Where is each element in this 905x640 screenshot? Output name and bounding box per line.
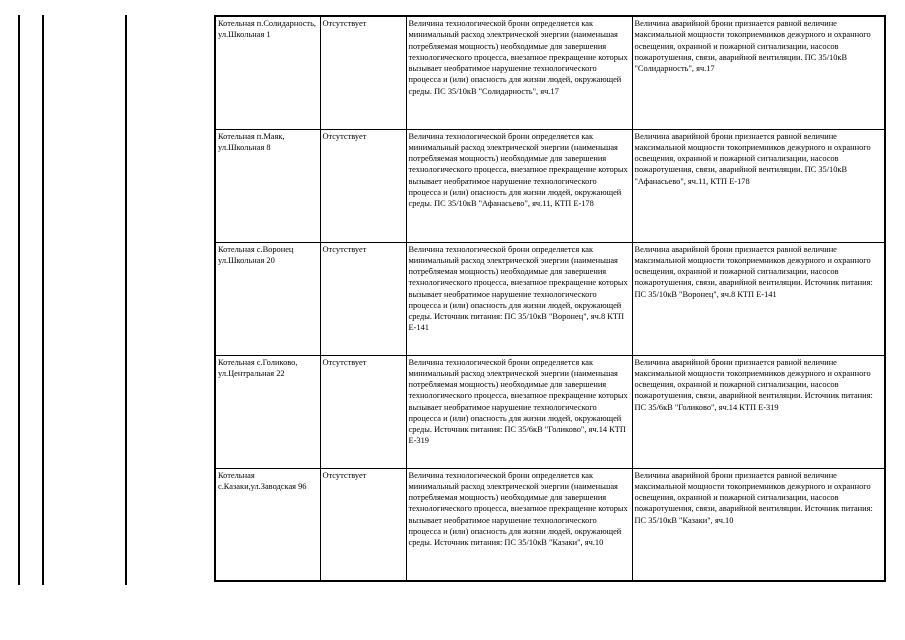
table-row — [215, 16, 885, 129]
table-row — [215, 355, 885, 468]
reserve-table — [214, 15, 886, 582]
tech-reserve-cell: Величина технологической брони определяется как минимальный расход электрической энергии (наименьшая потребляемая мощность) необходимые для завершения технологического процесса, внезапное прекращение которых вызывает необратимое нарушение технологического процесса и (или) опасность для жизни людей, окружающей среды. ПС 35/10кВ "Солидарность", яч.17 — [406, 16, 632, 129]
object-cell: Котельная с.Казаки,ул.Заводская 96 — [215, 468, 320, 581]
status-cell: Отсутствует — [320, 129, 406, 242]
table-row — [215, 129, 885, 242]
tech-reserve-cell: Величина технологической брони определяется как минимальный расход электрической энергии (наименьшая потребляемая мощность) необходимые для завершения технологического процесса, внезапное прекращение которых вызывает необратимое нарушение технологического процесса и (или) опасность для жизни людей, окружающей среды. Источник питания: ПС 35/10кВ "Казаки", яч.10 — [406, 468, 632, 581]
emergency-reserve-cell: Величина аварийной брони признается равной величине максимальной мощности токоприемников дежурного и охранного освещения, охранной и пожарной сигнализации, насосов пожаротушения, связи, аварийной вентиляции. ПС 35/10кВ "Солидарность", яч.17 — [632, 16, 885, 129]
table-row — [215, 242, 885, 355]
emergency-reserve-cell: Величина аварийной брони признается равной величине максимальной мощности токоприемников дежурного и охранного освещения, охранной и пожарной сигнализации, насосов пожаротушения, связи, аварийной вентиляции. Источник питания: ПС 35/10кВ "Воронец", яч.8 КТП Е-141 — [632, 242, 885, 355]
status-cell: Отсутствует — [320, 16, 406, 129]
status-cell: Отсутствует — [320, 355, 406, 468]
tech-reserve-cell: Величина технологической брони определяется как минимальный расход электрической энергии (наименьшая потребляемая мощность) необходимые для завершения технологического процесса, внезапное прекращение которых вызывает необратимое нарушение технологического процесса и (или) опасность для жизни людей, окружающей среды. ПС 35/10кВ "Афанасьево", яч.11, КТП Е-178 — [406, 129, 632, 242]
object-cell: Котельная с.Голиково, ул.Центральная 22 — [215, 355, 320, 468]
left-margin-rule-2 — [42, 15, 44, 585]
status-cell: Отсутствует — [320, 242, 406, 355]
table-row — [215, 468, 885, 581]
tech-reserve-cell: Величина технологической брони определяется как минимальный расход электрической энергии (наименьшая потребляемая мощность) необходимые для завершения технологического процесса, внезапное прекращение которых вызывает необратимое нарушение технологического процесса и (или) опасность для жизни людей, окружающей среды. Источник питания: ПС 35/10кВ "Воронец", яч.8 КТП Е-141 — [406, 242, 632, 355]
object-cell: Котельная п.Солидарность, ул.Школьная 1 — [215, 16, 320, 129]
left-margin-rule-1 — [18, 15, 20, 585]
left-margin-rule-3 — [125, 15, 127, 585]
object-cell: Котельная с.Воронец ул.Школьная 20 — [215, 242, 320, 355]
emergency-reserve-cell: Величина аварийной брони признается равной величине максимальной мощности токоприемников дежурного и охранного освещения, охранной и пожарной сигнализации, насосов пожаротушения, связи, аварийной вентиляции. Источник питания: ПС 35/10кВ "Казаки", яч.10 — [632, 468, 885, 581]
object-cell: Котельная п.Маяк, ул.Школьная 8 — [215, 129, 320, 242]
status-cell: Отсутствует — [320, 468, 406, 581]
emergency-reserve-cell: Величина аварийной брони признается равной величине максимальной мощности токоприемников дежурного и охранного освещения, охранной и пожарной сигнализации, насосов пожаротушения, связи, аварийной вентиляции. Источник питания: ПС 35/6кВ "Голиково", яч.14 КТП Е-319 — [632, 355, 885, 468]
emergency-reserve-cell: Величина аварийной брони признается равной величине максимальной мощности токоприемников дежурного и охранного освещения, охранной и пожарной сигнализации, насосов пожаротушения, связи, аварийной вентиляции. ПС 35/10кВ "Афанасьево", яч.11, КТП Е-178 — [632, 129, 885, 242]
tech-reserve-cell: Величина технологической брони определяется как минимальный расход электрической энергии (наименьшая потребляемая мощность) необходимые для завершения технологического процесса, внезапное прекращение которых вызывает необратимое нарушение технологического процесса и (или) опасность для жизни людей, окружающей среды. Источник питания: ПС 35/6кВ "Голиково", яч.14 КТП Е-319 — [406, 355, 632, 468]
